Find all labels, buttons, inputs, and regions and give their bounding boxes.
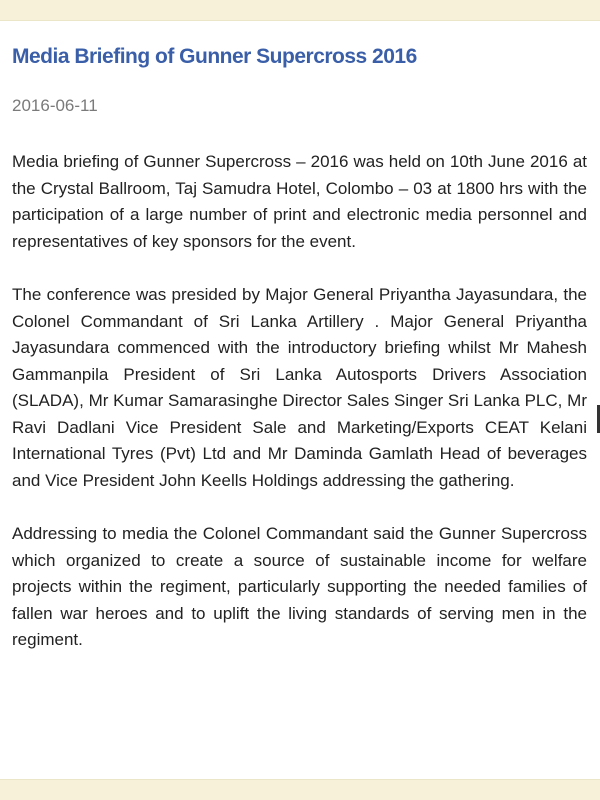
article-paragraph-3: Addressing to media the Colonel Commandant said the Gunner Supercross which organized to create a source of sustainable income for welfare projects within the regiment, particularly supporting the needed families of fallen war heroes and to uplift the living standards of serving men in the regiment.	[12, 524, 587, 649]
article-title[interactable]: Media Briefing of Gunner Supercross 2016	[12, 45, 417, 68]
article-paragraph-2: The conference was presided by Major General Priyantha Jayasundara, the Colonel Commandant of Sri Lanka Artillery . Major General Priyantha Jayasundara commenced with the introductory briefing whilst Mr Mahesh Gammanpila President of Sri Lanka Autosports Drivers Association (SLADA), Mr Kumar Samarasinghe Director Sales Singer Sri Lanka PLC, Mr Ravi Dadlani Vice President Sale and Marketing/Exports CEAT Kelani International Tyres (Pvt) Ltd and Mr Daminda Gamlath Head of beverages and Vice President John Keells Holdings addressing the gathering.	[12, 285, 587, 490]
article-body	[12, 149, 587, 654]
article-container	[0, 20, 600, 780]
article-date: 2016-06-11	[12, 96, 98, 115]
article-paragraph-1: Media briefing of Gunner Supercross – 2016 was held on 10th June 2016 at the Crystal Ballroom, Taj Samudra Hotel, Colombo – 03 at 1800 hrs with the participation of a large number of print and electronic media personnel and representatives of key sponsors for the event.	[12, 152, 587, 251]
